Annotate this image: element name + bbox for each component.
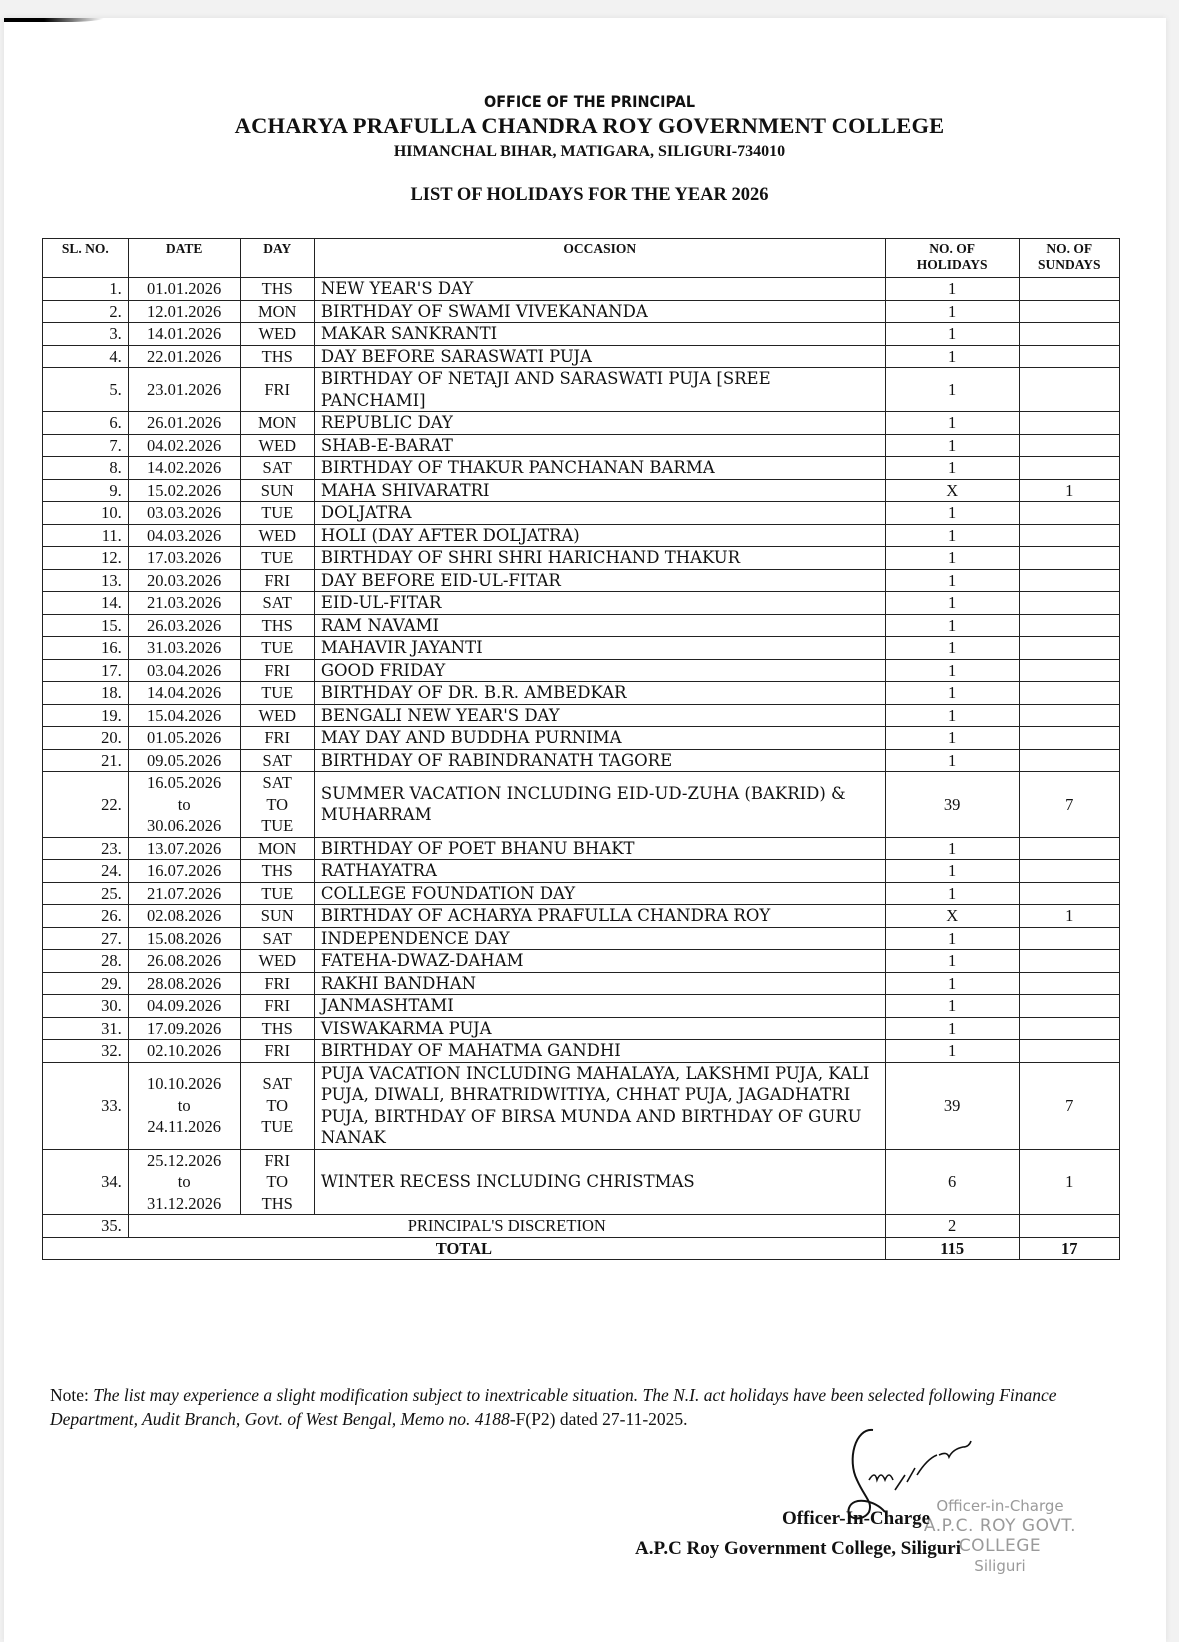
sundays-count-cell (1019, 704, 1119, 727)
sl-cell: 19. (43, 704, 129, 727)
day-line: THS (261, 1193, 293, 1213)
table-row (43, 323, 1120, 346)
date-cell: 02.10.2026 (128, 1040, 240, 1063)
occasion-cell: RAKHI BANDHAN (314, 972, 885, 995)
occasion-cell: BIRTHDAY OF ACHARYA PRAFULLA CHANDRA ROY (314, 905, 885, 928)
sundays-count-cell (1019, 659, 1119, 682)
sundays-count-cell (1019, 368, 1119, 412)
table-row (43, 772, 1120, 838)
sundays-count-cell (1019, 502, 1119, 525)
sl-cell: 29. (43, 972, 129, 995)
day-cell: THS (240, 278, 314, 301)
sl-cell: 21. (43, 749, 129, 772)
sundays-count-cell (1019, 323, 1119, 346)
sundays-count-cell (1019, 300, 1119, 323)
letterhead (0, 92, 1179, 206)
sundays-count-cell (1019, 524, 1119, 547)
sundays-count-cell: 1 (1019, 1149, 1119, 1215)
table-row (43, 882, 1120, 905)
day-cell: TUE (240, 637, 314, 660)
occasion-cell: BIRTHDAY OF MAHATMA GANDHI (314, 1040, 885, 1063)
date-line: to (177, 794, 191, 814)
day-cell: FRI (240, 659, 314, 682)
sl-cell: 18. (43, 682, 129, 705)
date-range-cell (128, 772, 240, 838)
sl-cell: 24. (43, 860, 129, 883)
sundays-count-cell (1019, 1040, 1119, 1063)
sundays-count-cell (1019, 1215, 1119, 1238)
occasion-cell: MAHA SHIVARATRI (314, 479, 885, 502)
total-sundays: 17 (1019, 1237, 1119, 1260)
sl-cell: 27. (43, 927, 129, 950)
table-row (43, 704, 1120, 727)
date-cell: 04.03.2026 (128, 524, 240, 547)
note-memo: -F(P2) dated 27-11-2025. (509, 1409, 688, 1429)
sundays-count-cell (1019, 592, 1119, 615)
sl-cell: 11. (43, 524, 129, 547)
occasion-cell: SHAB-E-BARAT (314, 434, 885, 457)
table-row (43, 749, 1120, 772)
occasion-cell: MAHAVIR JAYANTI (314, 637, 885, 660)
column-header-occasion: OCCASION (314, 239, 885, 278)
sl-cell: 5. (43, 368, 129, 412)
column-header-holidays: NO. OF HOLIDAYS (885, 239, 1019, 278)
sl-cell: 16. (43, 637, 129, 660)
table-row (43, 659, 1120, 682)
date-line: to (177, 1095, 191, 1115)
sl-cell: 7. (43, 434, 129, 457)
date-line: 24.11.2026 (147, 1117, 221, 1137)
date-cell: 23.01.2026 (128, 368, 240, 412)
date-cell: 14.04.2026 (128, 682, 240, 705)
occasion-cell: JANMASHTAMI (314, 995, 885, 1018)
column-header-sundays: NO. OF SUNDAYS (1019, 239, 1119, 278)
sundays-count-cell (1019, 637, 1119, 660)
table-row (43, 547, 1120, 570)
occasion-cell: DOLJATRA (314, 502, 885, 525)
holidays-count-cell: 1 (885, 368, 1019, 412)
table-row (43, 905, 1120, 928)
day-cell: TUE (240, 682, 314, 705)
date-cell: 16.07.2026 (128, 860, 240, 883)
holidays-count-cell: 1 (885, 950, 1019, 973)
table-row (43, 479, 1120, 502)
office-heading: OFFICE OF THE PRINCIPAL (483, 92, 696, 111)
discretion-label: PRINCIPAL'S DISCRETION (128, 1215, 885, 1238)
sl-cell: 35. (43, 1215, 129, 1238)
occasion-cell: SUMMER VACATION INCLUDING EID-UD-ZUHA (BAKRID) & MUHARRAM (314, 772, 885, 838)
date-line: 31.12.2026 (147, 1193, 222, 1213)
date-cell: 03.04.2026 (128, 659, 240, 682)
holidays-count-cell: 1 (885, 592, 1019, 615)
sl-cell: 31. (43, 1017, 129, 1040)
holidays-count-cell: 1 (885, 614, 1019, 637)
date-cell: 26.03.2026 (128, 614, 240, 637)
total-holidays: 115 (885, 1237, 1019, 1260)
day-cell: TUE (240, 502, 314, 525)
day-cell: SUN (240, 479, 314, 502)
day-line: SAT (262, 773, 292, 792)
holidays-count-cell: 1 (885, 434, 1019, 457)
occasion-cell: RAM NAVAMI (314, 614, 885, 637)
date-line: 25.12.2026 (147, 1150, 222, 1170)
page-title: LIST OF HOLIDAYS FOR THE YEAR 2026 (410, 185, 769, 205)
sl-cell: 20. (43, 727, 129, 750)
occasion-cell: BIRTHDAY OF THAKUR PANCHANAN BARMA (314, 457, 885, 480)
holidays-count-cell: 1 (885, 569, 1019, 592)
occasion-cell: VISWAKARMA PUJA (314, 1017, 885, 1040)
day-cell: FRI (240, 1040, 314, 1063)
date-cell: 15.08.2026 (128, 927, 240, 950)
occasion-cell: HOLI (DAY AFTER DOLJATRA) (314, 524, 885, 547)
sundays-count-cell (1019, 682, 1119, 705)
total-label: TOTAL (43, 1237, 886, 1260)
occasion-cell: INDEPENDENCE DAY (314, 927, 885, 950)
table-row (43, 927, 1120, 950)
sl-cell: 3. (43, 323, 129, 346)
day-cell: WED (240, 434, 314, 457)
table-row (43, 502, 1120, 525)
date-cell: 14.01.2026 (128, 323, 240, 346)
day-line: TO (266, 1172, 289, 1191)
sundays-count-cell (1019, 434, 1119, 457)
sl-cell: 6. (43, 412, 129, 435)
occasion-cell: BIRTHDAY OF NETAJI AND SARASWATI PUJA [SREE PANCHAMI] (314, 368, 885, 412)
day-line: TO (266, 1095, 289, 1115)
date-cell: 13.07.2026 (128, 837, 240, 860)
day-cell: THS (240, 614, 314, 637)
table-row (43, 569, 1120, 592)
sundays-count-cell (1019, 950, 1119, 973)
sundays-count-cell: 1 (1019, 905, 1119, 928)
holidays-count-cell: 1 (885, 502, 1019, 525)
sundays-count-cell (1019, 972, 1119, 995)
date-cell: 21.07.2026 (128, 882, 240, 905)
day-cell: SAT (240, 592, 314, 615)
occasion-cell: BIRTHDAY OF SHRI SHRI HARICHAND THAKUR (314, 547, 885, 570)
day-cell: FRI (240, 995, 314, 1018)
signatory-institution: A.P.C Roy Government College, Siliguri (635, 1538, 961, 1559)
table-row (43, 412, 1120, 435)
day-cell: SAT (240, 749, 314, 772)
holidays-count-cell: 1 (885, 995, 1019, 1018)
table-row (43, 614, 1120, 637)
sundays-count-cell (1019, 882, 1119, 905)
day-line: SAT (262, 1074, 292, 1094)
table-row (43, 524, 1120, 547)
day-cell: THS (240, 860, 314, 883)
table-row (43, 434, 1120, 457)
sundays-count-cell (1019, 278, 1119, 301)
table-row (43, 300, 1120, 323)
occasion-cell: FATEHA-DWAZ-DAHAM (314, 950, 885, 973)
occasion-cell: COLLEGE FOUNDATION DAY (314, 882, 885, 905)
table-row (43, 345, 1120, 368)
table-row (43, 860, 1120, 883)
sl-cell: 28. (43, 950, 129, 973)
table-row (43, 995, 1120, 1018)
note-text: The list may experience a slight modification subject to inextricable situation. The N.I. act holidays have been selected following Finance Department, Audit Branch, Govt. of West Bengal, Memo no. 4188 (50, 1385, 1057, 1429)
discretion-row (43, 1215, 1120, 1238)
holiday-table (42, 238, 1120, 1260)
holidays-count-cell: 1 (885, 860, 1019, 883)
holidays-count-cell: 1 (885, 412, 1019, 435)
day-range-cell (240, 772, 314, 838)
sundays-count-cell (1019, 727, 1119, 750)
note-label: Note: (50, 1385, 89, 1405)
holidays-count-cell: 1 (885, 837, 1019, 860)
sl-cell: 8. (43, 457, 129, 480)
sl-cell: 10. (43, 502, 129, 525)
holidays-count-cell: 1 (885, 1017, 1019, 1040)
sl-cell: 22. (43, 772, 129, 838)
holidays-count-cell: 1 (885, 927, 1019, 950)
date-cell: 17.09.2026 (128, 1017, 240, 1040)
sundays-count-cell (1019, 569, 1119, 592)
table-row (43, 368, 1120, 412)
day-cell: THS (240, 345, 314, 368)
day-cell: FRI (240, 972, 314, 995)
day-cell: FRI (240, 727, 314, 750)
day-cell: TUE (240, 882, 314, 905)
sundays-count-cell (1019, 457, 1119, 480)
sundays-count-cell (1019, 995, 1119, 1018)
day-cell: MON (240, 300, 314, 323)
holidays-count-cell: 39 (885, 1062, 1019, 1149)
occasion-cell: BIRTHDAY OF SWAMI VIVEKANANDA (314, 300, 885, 323)
holidays-count-cell: 39 (885, 772, 1019, 838)
day-cell: WED (240, 524, 314, 547)
date-cell: 14.02.2026 (128, 457, 240, 480)
holidays-count-cell: 1 (885, 682, 1019, 705)
occasion-cell: DAY BEFORE SARASWATI PUJA (314, 345, 885, 368)
table-row (43, 682, 1120, 705)
holidays-count-cell: 1 (885, 1040, 1019, 1063)
date-line: 10.10.2026 (147, 1074, 222, 1094)
table-row (43, 278, 1120, 301)
day-cell: MON (240, 412, 314, 435)
holidays-count-cell: 2 (885, 1215, 1019, 1238)
sl-cell: 26. (43, 905, 129, 928)
day-range-cell (240, 1149, 314, 1215)
table-row (43, 972, 1120, 995)
sundays-count-cell (1019, 860, 1119, 883)
occasion-cell: EID-UL-FITAR (314, 592, 885, 615)
date-cell: 22.01.2026 (128, 345, 240, 368)
sundays-count-cell (1019, 345, 1119, 368)
holidays-count-cell: 1 (885, 524, 1019, 547)
college-name: ACHARYA PRAFULLA CHANDRA ROY GOVERNMENT COLLEGE (234, 113, 945, 138)
sl-cell: 2. (43, 300, 129, 323)
sl-cell: 4. (43, 345, 129, 368)
date-line: to (177, 1172, 191, 1191)
sl-cell: 34. (43, 1149, 129, 1215)
day-line: TO (266, 794, 289, 814)
table-row (43, 637, 1120, 660)
day-cell: SUN (240, 905, 314, 928)
date-cell: 26.01.2026 (128, 412, 240, 435)
total-row (43, 1237, 1120, 1260)
occasion-cell: BENGALI NEW YEAR'S DAY (314, 704, 885, 727)
occasion-cell: DAY BEFORE EID-UL-FITAR (314, 569, 885, 592)
occasion-cell: PUJA VACATION INCLUDING MAHALAYA, LAKSHMI PUJA, KALI PUJA, DIWALI, BHRATRIDWITIYA, CHHAT PUJA, JAGADHATRI PUJA, BIRTHDAY OF BIRSA MUNDA AND BIRTHDAY OF GURU NANAK (314, 1062, 885, 1149)
table-row (43, 1149, 1120, 1215)
holidays-count-cell: X (885, 479, 1019, 502)
date-cell: 01.01.2026 (128, 278, 240, 301)
occasion-cell: WINTER RECESS INCLUDING CHRISTMAS (314, 1149, 885, 1215)
table-body (43, 278, 1120, 1260)
table-row (43, 457, 1120, 480)
table-row (43, 950, 1120, 973)
date-cell: 31.03.2026 (128, 637, 240, 660)
day-line: TUE (261, 1117, 294, 1137)
date-cell: 12.01.2026 (128, 300, 240, 323)
day-line: TUE (261, 816, 294, 835)
sl-cell: 12. (43, 547, 129, 570)
date-cell: 02.08.2026 (128, 905, 240, 928)
date-cell: 20.03.2026 (128, 569, 240, 592)
date-cell: 04.02.2026 (128, 434, 240, 457)
occasion-cell: REPUBLIC DAY (314, 412, 885, 435)
occasion-cell: MAY DAY AND BUDDHA PURNIMA (314, 727, 885, 750)
holidays-count-cell: 1 (885, 704, 1019, 727)
sundays-count-cell (1019, 837, 1119, 860)
sundays-count-cell (1019, 927, 1119, 950)
holidays-count-cell: 1 (885, 323, 1019, 346)
date-cell: 21.03.2026 (128, 592, 240, 615)
sl-cell: 15. (43, 614, 129, 637)
day-cell: THS (240, 1017, 314, 1040)
college-address: HIMANCHAL BIHAR, MATIGARA, SILIGURI-734010 (393, 143, 786, 160)
date-line: 30.06.2026 (147, 816, 222, 835)
date-cell: 03.03.2026 (128, 502, 240, 525)
column-header-day: DAY (240, 239, 314, 278)
holidays-count-cell: X (885, 905, 1019, 928)
holidays-count-cell: 1 (885, 749, 1019, 772)
day-line: FRI (264, 1150, 291, 1170)
sundays-count-cell (1019, 412, 1119, 435)
table-row (43, 1062, 1120, 1149)
holidays-count-cell: 1 (885, 659, 1019, 682)
sundays-count-cell: 7 (1019, 1062, 1119, 1149)
sundays-count-cell: 7 (1019, 772, 1119, 838)
date-cell: 17.03.2026 (128, 547, 240, 570)
date-cell: 09.05.2026 (128, 749, 240, 772)
day-cell: SAT (240, 457, 314, 480)
holidays-count-cell: 1 (885, 345, 1019, 368)
occasion-cell: RATHAYATRA (314, 860, 885, 883)
table-row (43, 837, 1120, 860)
day-cell: WED (240, 704, 314, 727)
date-cell: 04.09.2026 (128, 995, 240, 1018)
date-range-cell (128, 1149, 240, 1215)
date-cell: 15.04.2026 (128, 704, 240, 727)
sl-cell: 23. (43, 837, 129, 860)
date-cell: 28.08.2026 (128, 972, 240, 995)
occasion-cell: NEW YEAR'S DAY (314, 278, 885, 301)
date-cell: 26.08.2026 (128, 950, 240, 973)
holidays-count-cell: 1 (885, 727, 1019, 750)
sl-cell: 13. (43, 569, 129, 592)
sl-cell: 30. (43, 995, 129, 1018)
holidays-count-cell: 6 (885, 1149, 1019, 1215)
date-range-cell (128, 1062, 240, 1149)
sundays-count-cell (1019, 749, 1119, 772)
holidays-count-cell: 1 (885, 547, 1019, 570)
occasion-cell: BIRTHDAY OF DR. B.R. AMBEDKAR (314, 682, 885, 705)
sl-cell: 33. (43, 1062, 129, 1149)
table-row (43, 727, 1120, 750)
date-cell: 15.02.2026 (128, 479, 240, 502)
table-row (43, 1017, 1120, 1040)
day-cell: WED (240, 950, 314, 973)
day-cell: SAT (240, 927, 314, 950)
date-cell: 01.05.2026 (128, 727, 240, 750)
column-header-sl: SL. NO. (43, 239, 129, 278)
occasion-cell: BIRTHDAY OF RABINDRANATH TAGORE (314, 749, 885, 772)
column-header-date: DATE (128, 239, 240, 278)
day-cell: MON (240, 837, 314, 860)
holidays-count-cell: 1 (885, 278, 1019, 301)
day-cell: TUE (240, 547, 314, 570)
table-row (43, 1040, 1120, 1063)
sundays-count-cell (1019, 547, 1119, 570)
day-range-cell (240, 1062, 314, 1149)
holidays-count-cell: 1 (885, 972, 1019, 995)
sundays-count-cell (1019, 614, 1119, 637)
holidays-count-cell: 1 (885, 882, 1019, 905)
sl-cell: 9. (43, 479, 129, 502)
table-header-row (43, 239, 1120, 278)
signatory-role: Officer-In-Charge (782, 1508, 931, 1529)
holidays-count-cell: 1 (885, 457, 1019, 480)
sundays-count-cell (1019, 1017, 1119, 1040)
holidays-count-cell: 1 (885, 637, 1019, 660)
sl-cell: 25. (43, 882, 129, 905)
sl-cell: 1. (43, 278, 129, 301)
occasion-cell: BIRTHDAY OF POET BHANU BHAKT (314, 837, 885, 860)
occasion-cell: MAKAR SANKRANTI (314, 323, 885, 346)
day-cell: FRI (240, 368, 314, 412)
holidays-count-cell: 1 (885, 300, 1019, 323)
sl-cell: 32. (43, 1040, 129, 1063)
day-cell: WED (240, 323, 314, 346)
sundays-count-cell: 1 (1019, 479, 1119, 502)
table-row (43, 592, 1120, 615)
office-stamp: Officer-in-Charge A.P.C. ROY GOVT. COLLEGE Siliguri (923, 1497, 1077, 1575)
sl-cell: 14. (43, 592, 129, 615)
occasion-cell: GOOD FRIDAY (314, 659, 885, 682)
sl-cell: 17. (43, 659, 129, 682)
day-cell: FRI (240, 569, 314, 592)
date-line: 16.05.2026 (147, 773, 222, 792)
